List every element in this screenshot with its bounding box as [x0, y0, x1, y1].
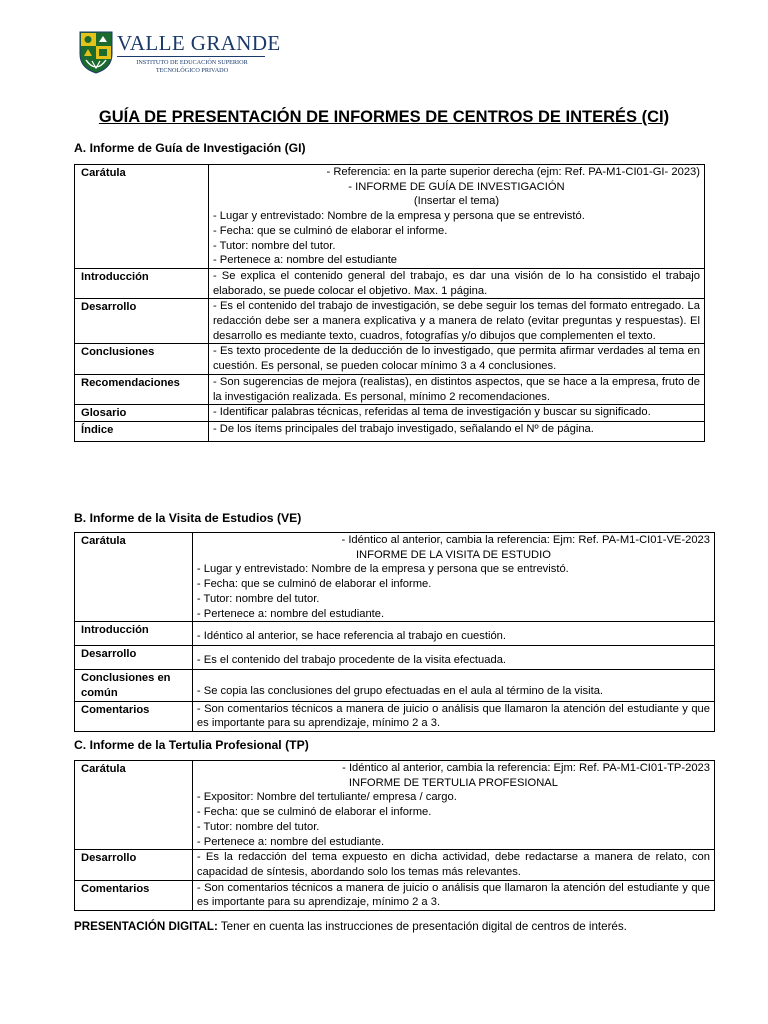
table-row [75, 299, 705, 344]
owner-line: - Pertenece a: nombre del estudiante [212, 254, 398, 267]
row-label: Desarrollo [75, 850, 193, 880]
owner-line: - Pertenece a: nombre del estudiante. [196, 607, 385, 620]
table-row [75, 533, 715, 622]
speaker-line: - Expositor: Nombre del tertuliante/ empresa / cargo. [196, 791, 457, 804]
row-text: - Es la redacción del tema expuesto en dicha actividad, debe redactarse a manera de relato, con capacidad de síntesis, abordando solo los temas más relevantes. [192, 850, 714, 880]
row-text: - Son comentarios técnicos a manera de juicio o análisis que llamaron la atención del estudiante y que es importante para su aprendizaje, mínimo 2 a 3. [192, 880, 714, 910]
row-text: - Identificar palabras técnicas, referidas al tema de investigación y buscar su significado. [208, 405, 704, 422]
table-row [75, 622, 715, 646]
row-label: Carátula [75, 533, 193, 622]
caratula-content [208, 165, 704, 269]
section-b-table [74, 532, 715, 732]
row-text: - Se copia las conclusiones del grupo efectuadas en el aula al término de la visita. [192, 670, 714, 701]
row-label: Conclusiones en común [75, 670, 193, 701]
section-c-table [74, 760, 715, 911]
table-row [75, 646, 715, 670]
table-row [75, 880, 715, 910]
row-text: - De los ítems principales del trabajo investigado, señalando el Nº de página. [208, 421, 704, 441]
digital-presentation-label: PRESENTACIÓN DIGITAL: [74, 920, 218, 933]
row-label: Desarrollo [75, 299, 209, 344]
reference-line: - Referencia: en la parte superior derecha (ejm: Ref. PA-M1-CI01-GI- 2023) [326, 166, 700, 178]
row-label: Carátula [75, 165, 209, 269]
table-row [75, 268, 705, 298]
caratula-content [192, 761, 714, 850]
row-text: - Son comentarios técnicos a manera de juicio o análisis que llamaron la atención del estudiante y que es importante para su aprendizaje, mínimo 2 a 3. [192, 701, 714, 731]
topic-line: (Insertar el tema) [413, 195, 500, 208]
row-label: Comentarios [75, 701, 193, 731]
table-row [75, 344, 705, 374]
table-row [75, 670, 715, 701]
date-line: - Fecha: que se culminó de elaborar el informe. [212, 224, 448, 237]
brand-block [117, 31, 281, 74]
place-line: - Lugar y entrevistado: Nombre de la empresa y persona que se entrevistó. [212, 210, 585, 223]
table-row [75, 701, 715, 731]
section-c-title: C. Informe de la Tertulia Profesional (TP) [74, 738, 309, 752]
row-text: - Es el contenido del trabajo procedente de la visita efectuada. [192, 646, 714, 670]
reference-line: - Idéntico al anterior, cambia la referencia: Ejm: Ref. PA-M1-CI01-VE-2023 [341, 534, 710, 546]
document-title: GUÍA DE PRESENTACIÓN DE INFORMES DE CENTROS DE INTERÉS (CI) [98, 108, 670, 126]
row-label: Introducción [75, 268, 209, 298]
row-text: - Idéntico al anterior, se hace referencia al trabajo en cuestión. [192, 622, 714, 646]
table-row [75, 374, 705, 404]
table-row [75, 421, 705, 441]
row-label: Comentarios [75, 880, 193, 910]
row-label: Glosario [75, 405, 209, 422]
row-label: Introducción [75, 622, 193, 646]
institution-subtitle-1: INSTITUTO DE EDUCACIÓN SUPERIOR [136, 59, 248, 66]
tutor-line: - Tutor: nombre del tutor. [212, 239, 336, 252]
reference-line: - Idéntico al anterior, cambia la referencia: Ejm: Ref. PA-M1-CI01-TP-2023 [342, 762, 710, 774]
table-row [75, 405, 705, 422]
owner-line: - Pertenece a: nombre del estudiante. [196, 835, 385, 848]
row-label: Carátula [75, 761, 193, 850]
caratula-content [192, 533, 714, 622]
report-title-line: INFORME DE LA VISITA DE ESTUDIO [355, 548, 551, 561]
row-label: Conclusiones [75, 344, 209, 374]
table-row [75, 761, 715, 850]
digital-presentation-text: Tener en cuenta las instrucciones de presentación digital de centros de interés. [217, 920, 627, 933]
place-line: - Lugar y entrevistado: Nombre de la empresa y persona que se entrevistó. [196, 563, 569, 576]
date-line: - Fecha: que se culminó de elaborar el informe. [196, 806, 432, 819]
row-text: - Se explica el contenido general del trabajo, es dar una visión de lo ha consistido el trabajo elaborado, se puede colocar el objetivo. Max. 1 página. [208, 268, 704, 298]
table-row [75, 165, 705, 269]
brand-divider [117, 56, 265, 57]
digital-presentation-note [74, 920, 627, 933]
tutor-line: - Tutor: nombre del tutor. [196, 592, 320, 605]
valle-grande-shield-logo [78, 30, 114, 74]
row-text: - Son sugerencias de mejora (realistas), en distintos aspectos, que se hace a la empresa, fruto de la investigación realizada. Es personal, mínimo 2 recomendaciones. [208, 374, 704, 404]
institution-subtitle-2: TECNOLÓGICO PRIVADO [155, 66, 229, 74]
institution-name: VALLE GRANDE [117, 31, 281, 55]
row-label: Índice [75, 421, 209, 441]
row-text: - Es el contenido del trabajo de investigación, se debe seguir los temas del formato entregado. La redacción debe ser a manera explicativa y a manera de relato (evitar preguntas y respuestas). El desarrollo es mediante texto, cuadros, fotografías y/o dibujos que complementen el texto. [208, 299, 704, 344]
row-label: Desarrollo [75, 646, 193, 670]
row-text: - Es texto procedente de la deducción de lo investigado, que permita afirmar verdades al tema en cuestión. Es personal, se pueden colocar mínimo 3 a 4 conclusiones. [208, 344, 704, 374]
section-b-title: B. Informe de la Visita de Estudios (VE) [74, 511, 302, 525]
section-a-table [74, 164, 705, 442]
report-title-line: - INFORME DE GUÍA DE INVESTIGACIÓN [348, 180, 565, 193]
report-title-line: INFORME DE TERTULIA PROFESIONAL [348, 776, 558, 789]
date-line: - Fecha: que se culminó de elaborar el informe. [196, 578, 432, 591]
section-a-title: A. Informe de Guía de Investigación (GI) [74, 141, 306, 155]
table-row [75, 850, 715, 880]
row-label: Recomendaciones [75, 374, 209, 404]
tutor-line: - Tutor: nombre del tutor. [196, 820, 320, 833]
